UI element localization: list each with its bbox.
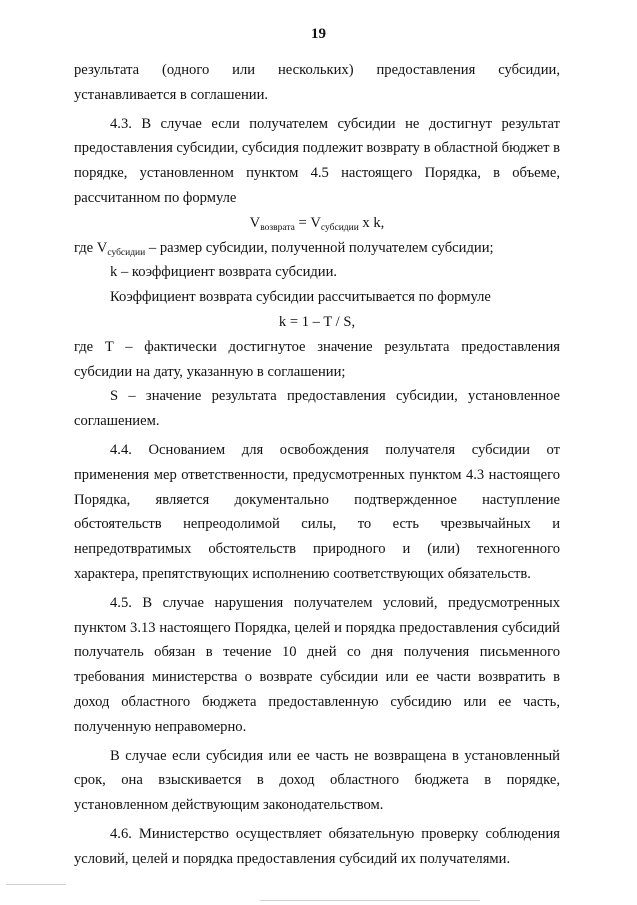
where-v-sub: субсидии (107, 247, 146, 258)
formula-return-volume (74, 211, 560, 236)
formula-k: k = 1 – T / S, (278, 313, 356, 330)
paragraph-4-6: 4.6. Министерство осуществляет обязательную проверку соблюдения условий, целей и порядка предоставления субсидий их получателями. (74, 825, 560, 867)
scan-artifact-bottom (260, 900, 480, 901)
page-number: 19 (311, 26, 326, 42)
paragraph-4-5: 4.5. В случае нарушения получателем условий, предусмотренных пунктом 3.13 настоящего Порядка, целей и порядка предоставления субсидий получатель обязан в течение 10 дней со дня получения письменного требования министерства о возврате субсидии или ее части возвратить в доход областного бюджета предоставленную субсидию или ее часть, полученную неправомерно. (74, 594, 560, 735)
formula-sub-return: возврата (260, 222, 295, 233)
paragraph-k-definition: k – коэффициент возврата субсидии. (110, 264, 338, 281)
paragraph-where-v (74, 236, 560, 261)
paragraph-where-t: где T – фактически достигнутое значение результата предоставления субсидии на дату, указанную в соглашении; (74, 338, 560, 380)
paragraph-result-continuation: результата (одного или нескольких) предоставления субсидии, устанавливается в соглашении. (74, 62, 560, 103)
where-v-text: – размер субсидии, полученной получателем субсидии; (145, 239, 494, 256)
formula-v: V (249, 214, 261, 231)
paragraph-k-formula-intro: Коэффициент возврата субсидии рассчитывается по формуле (110, 289, 491, 306)
paragraph-s-definition: S – значение результата предоставления субсидии, установленное соглашением. (74, 388, 560, 430)
where-v-prefix: где V (74, 239, 108, 256)
document-body (74, 58, 560, 872)
formula-tail: x k, (358, 214, 385, 231)
scan-artifact-left (6, 884, 66, 885)
paragraph-4-4: 4.4. Основанием для освобождения получателя субсидии от применения мер ответственности, предусмотренных пунктом 4.3 настоящего Порядка, является документально подтвержденное наступление обстоятельств непреодолимой силы, то есть чрезвычайных и непредотвратимых обстоятельств природного и (или) техногенного характера, препятствующих исполнению соответствующих обязательств. (74, 441, 560, 582)
formula-eq: = V (294, 214, 321, 231)
paragraph-collection: В случае если субсидия или ее часть не возвращена в установленный срок, она взыскивается в доход областного бюджета в порядке, установленном действующим законодательством. (74, 747, 560, 814)
formula-sub-subsidy: субсидии (320, 222, 359, 233)
paragraph-4-3: 4.3. В случае если получателем субсидии не достигнут результат предоставления субсидии, субсидия подлежит возврату в областной бюджет в порядке, установленном пунктом 4.5 настоящего Порядка, в объеме, рассчитанном по формуле (74, 115, 561, 206)
